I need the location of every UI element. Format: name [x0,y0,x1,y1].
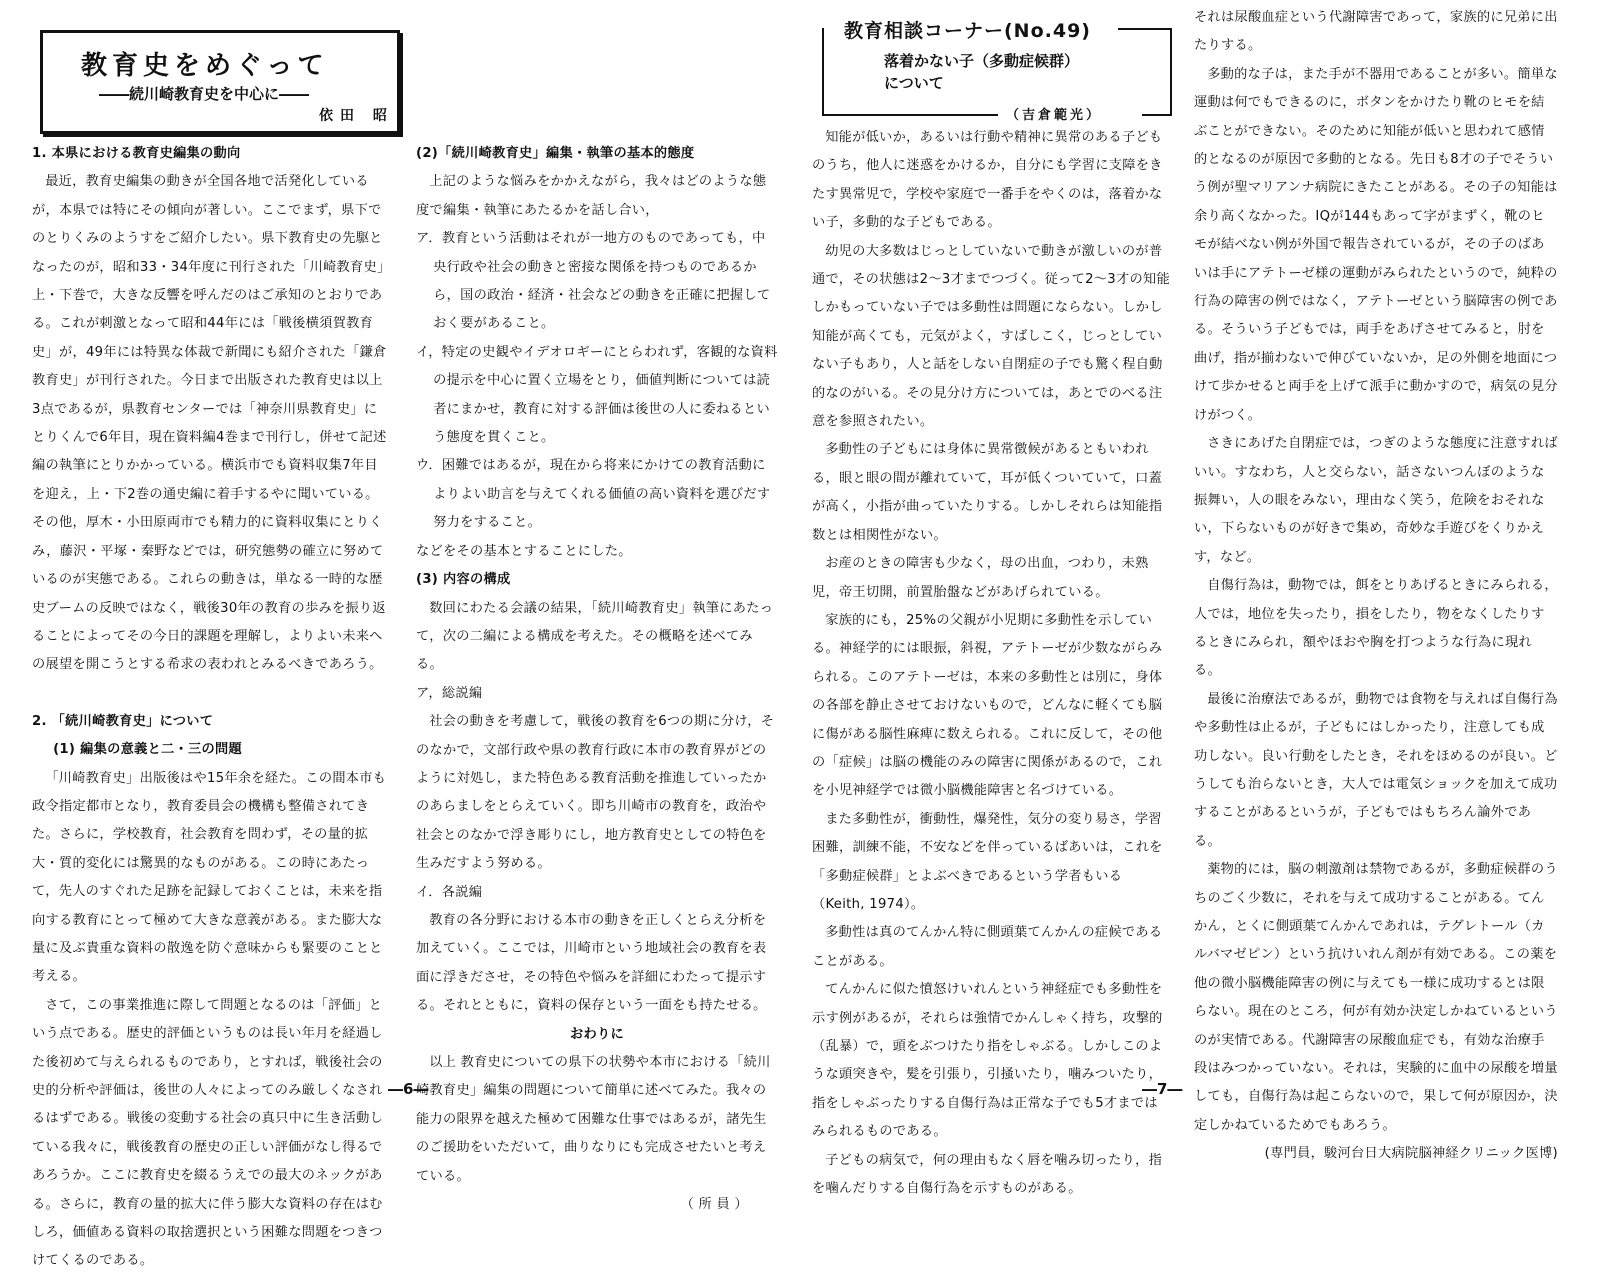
section2-heading: 2. 「続川崎教育史」について [32,713,214,729]
article-paragraph: 薬物的には，脳の刺激剤は禁物であるが，多動症候群のうちのごく少数に，それを与えて成功することがある。てんかん，とくに側頭葉てんかんであれは，テグレトール（カルバマゼピン）という抗けいれん剤が有効である。この薬を他の微小脳機能障害の例に与えても一様に成功するとは限らない。現在のところ，何が有効か決定しかねているというのが実情である。代謝障害の尿酸血症でも，有効な治療手段はみつかっていない。それは，実験的に血中の尿酸を増量しても，自傷行為は起こらないので，果して何が原因か，決定しかねているためでもあろう。 [1194,862,1558,1133]
closing-signature: （ 所 員 ） [680,1197,748,1213]
section2-3-b-label: イ．各説編 [416,884,483,900]
section2-3-b-text: 教育の各分野における本市の動きを正しくとらえ分析を加えていく。ここでは，川崎市という地域社会の教育を表面に浮きださせ，その特色や悩みを詳細にわたって提示する。それとともに，資料の保存という一面をも持たせる。 [416,912,767,1014]
article-subtitle: ――続川崎教育史を中心に―― [99,85,310,103]
section2-2-intro: 上記のような悩みをかかえながら，我々はどのような態度で編集・執筆にあたるかを話し合い， [416,174,767,218]
article-paragraph: お産のときの障害も少なく，母の出血，つわり，未熟児，帝王切開，前置胎盤などがあげられている。 [812,556,1149,600]
section2-3-a-text: 社会の動きを考慮して，戦後の教育を6つの期に分け，そのなかで，文部行政や県の教育行政に本市の教育界がどのように対処し，また特色ある教育活動を推進していったかのあらましをとらえていく。即ち川崎市の教育を，政治や社会とのなかで浮き彫りにし，地方教育史としての特色を生みだすよう努める。 [416,714,775,872]
right-page-number: ―7― [1142,1080,1183,1098]
author-affiliation: (専門員，駿河台日大病院脳神経クリニック医博) [1264,1146,1558,1162]
section2-3-heading: (3) 内容の構成 [416,572,511,588]
article-paragraph: 幼児の大多数はじっとしていないで動きが激しいのが普通で，その状態は2～3才までつづく。従って2～3才の知能しかもっていない子では多動性は問題にならない。しかし知能が高くても，元気がよく，すばしこく，じっとしていない子もあり，人と話をしない自閉症の子でも驚く程自動的なのがいる。その見分け方については，あとでのべる注意を参照されたい。 [812,243,1170,430]
section2-3-intro: 数回にわたる会議の結果，「続川崎教育史」執筆にあたって，次の二編による構成を考えた。その概略を述べてみる。 [416,600,774,673]
right-column-1 [812,124,1170,1203]
article-title: 教育史をめぐって [81,51,329,81]
corner-title-box [822,8,1172,123]
right-column-2 [1194,4,1558,1169]
section2-2-heading: (2)「続川崎教育史」編集・執筆の基本的態度 [416,146,695,161]
section2-1-paragraph: 「川崎教育史」出版後はや15年余を経た。この間本市も政令指定都市となり，教育委員会の機構も整備されてきた。さらに，学校教育，社会教育を問わず，その量的拡大・質的変化には驚異的なものがある。この時にあたって，先人のすぐれた足跡を記録しておくことは，未来を指向する教育にとって極めて大きな意義がある。また膨大な量に及ぶ貴重な資料の散逸を防ぐ意味からも緊要のことと考える。 [32,770,387,985]
section2-2-item: イ，特定の史観やイデオロギーにとらわれず，客観的な資料の提示を中心に置く立場をとり，価値判断については読者にまかせ，教育に対する評価は後世の人に委ねるという態度を貫くこと。 [416,344,778,446]
section1-heading: 1. 本県における教育史編集の動向 [32,146,241,161]
article-paragraph: 多動性は真のてんかん特に側頭葉てんかんの症候であることがある。 [812,925,1163,969]
section1-paragraph: 最近，教育史編集の動きが全国各地で活発化しているが，本県では特にその傾向が著しい。ここでまず，県下でのとりくみのようすをご紹介したい。県下教育史の先駆となったのが，昭和33・34年度に刊行された「川崎教育史」上・下巻で，大きな反響を呼んだのはご承知のとおりである。これが刺激となって昭和44年には「戦後横須賀教育史」が，49年には特異な体裁で新聞にも紹介された「鎌倉教育史」が刊行された。今日まで出版された教育史は以上3点であるが，県教育センターでは「神奈川県教育史」にとりくんで6年目，現在資料編4巻まで刊行し，併せて記述編の執筆にとりかかっている。横浜市でも資料収集7年目を迎え，上・下2巻の通史編に着手するやに聞いている。その他，厚木・小田原両市でも精力的に資料収集にとりくみ，藤沢・平塚・秦野などでは，研究態勢の確立に努めているのが実態である。これらの動きは，単なる一時的な歴史ブームの反映ではなく，戦後30年の教育の歩みを振り返ることによってその今日的課題を理解し，よりよい未来への展望を開こうとする希求の表われとみるべきであろう。 [32,174,387,673]
article-paragraph: 多動的な子は，また手が不器用であることが多い。簡単な運動は何でもできるのに，ボタンをかけたり靴のヒモを結ぶことができない。そのために知能が低いと思われて感情的となるのが原因で多動的となる。先日も8才の子でそういう例が聖マリアンナ病院にきたことがある。その子の知能は余り高くなかった。IQが144もあって字がまずく，靴のヒモが結べない例が外国で報告されているが，その子のばあいは手にアテトーゼ様の運動がみられたというので，純粋の行為の障害の例ではなく，アテトーゼという脳障害の例である。そういう子どもでは，両手をあげさせてみると，肘を曲げ，指が揃わないで伸びていないか，足の外側を地面につけて歩かせると両手を上げて派手に動かすので，病気の見分けがつく。 [1194,66,1558,423]
article-paragraph: 最後に治療法であるが，動物では食物を与えれば自傷行為や多動性は止るが，子どもにはしかったり，注意しても成功しない。良い行動をしたとき，それをほめるのが良い。どうしても治らないとき，大人では電気ショックを加えて成功することがあるというが，子どもではもちろん論外である。 [1194,691,1558,849]
section2-1-paragraph: さて，この事業推進に際して問題となるのは「評価」という点である。歴史的評価というものは長い年月を経過した後初めて与えられるものであり，とすれば，戦後社会の史的分析や評価は，後世の人々によってのみ厳しくなされるはずである。戦後の変動する社会の真只中に生き活動している我々に，戦後教育の歴史の正しい評価がなし得るであろうか。ここに教育史を綴るうえでの最大のネックがある。さらに，教育の量的拡大に伴う膨大な資料の存在はむしろ，価値ある資料の取捨選択という困難な問題をつきつけてくるのである。 [32,997,384,1269]
corner-subtitle-2: について [884,74,944,92]
corner-title: 教育相談コーナー(No.49) [844,20,1091,42]
article-paragraph: また多動性が，衝動性，爆発性，気分の変り易さ，学習困難，訓練不能，不安などを伴っているばあいは，これを「多動症候群」とよぶべきであるという学者もいる（Keith, 1974）。 [812,811,1163,912]
article-paragraph: さきにあげた自閉症では，つぎのような態度に注意すればいい。すなわち，人と交らない，話さないつんぼのような振舞い，人の眼をみない，理由なく笑う，危険をおそれない，下らないものが好きで集め，奇妙な手遊びをくりかえす，など。 [1194,436,1558,565]
closing-text: 以上 教育史についての県下の状勢や本市における「続川崎教育史」編集の問題について簡単に述べてみた。我々の能力の限界を越えた極めて困難な仕事ではあるが，諸先生のご援助をいただいて，曲りなりにも完成させたいと考えている。 [416,1055,771,1184]
left-column-1 [32,140,390,1276]
article-title-box [40,30,400,134]
article-paragraph: 多動性の子どもには身体に異常徴候があるともいわれる，眼と眼の間が離れていて，耳が低くついていて，口蓋が高く，小指が曲っていたりする。しかしそれらは知能指数とは相関性がない。 [812,442,1163,543]
left-page-number: ―6― [388,1080,429,1098]
article-paragraph: 自傷行為は，動物では，餌をとりあげるときにみられる，人では，地位を失ったり，損をしたり，物をなくしたりするときにみられ，額やほおや胸を打つような行為に現れる。 [1194,578,1558,679]
article-author: 依田 昭 [319,108,394,124]
article-paragraph: 家族的にも，25%の父親が小児期に多動性を示している。神経学的には眼振，斜視，アテトーゼが少数ながらみられる。このアテトーゼは，本来の多動性とは別に，身体の各部を静止させておけないもので，どんなに軽くても脳に傷がある脳性麻痺に数えられる。これに反して，その他の「症候」は脳の機能のみの障害に関係があるので，これを小児神経学では微小脳機能障害と名づけている。 [812,612,1163,799]
section2-3-a-label: ア，総説編 [416,685,483,701]
closing-heading: おわりに [570,1026,624,1042]
corner-subtitle: 落着かない子（多動症候群） [884,52,1080,70]
article-paragraph: 知能が低いか，あるいは行動や精神に異常のある子どものうち，他人に迷惑をかけるか，自分にも学習に支障をきたす異常児で，学校や家庭で一番手をやくのは，落着かない子，多動的な子どもである。 [812,130,1163,231]
section2-2-item: ウ．困難ではあるが，現在から将来にかけての教育活動によりよい助言を与えてくれる価値の高い資料を選びだす努力をすること。 [416,458,771,531]
section2-2-item: ア．教育という活動はそれが一地方のものであっても，中央行政や社会の動きと密接な関係を持つものであるから，国の政治・経済・社会などの動きを正確に把握しておく要があること。 [416,231,771,332]
section2-2-outro: などをその基本とすることにした。 [416,543,632,559]
article-paragraph: てんかんに似た憤怒けいれんという神経症でも多動性を示す例があるが，それらは強情でかんしゃく持ち，攻撃的（乱暴）で，頭をぶつけたり指をしゃぶる。しかしこのような頭突きや，髪を引張り，引掻いたり，噛みついたり，指をしゃぶったりする自傷行為は正常な子でも5才まではみられるものである。 [812,982,1163,1140]
article-paragraph: 子どもの病気で，何の理由もなく唇を噛み切ったり，指を噛んだりする自傷行為を示すものがある。 [812,1152,1163,1197]
left-column-2 [416,140,778,1219]
article-paragraph: それは尿酸血症という代謝障害であって，家族的に兄弟に出たりする。 [1194,10,1558,54]
section2-1-heading: (1) 編集の意義と二・三の問題 [53,742,242,758]
corner-author: （吉倉範光） [1006,108,1103,123]
